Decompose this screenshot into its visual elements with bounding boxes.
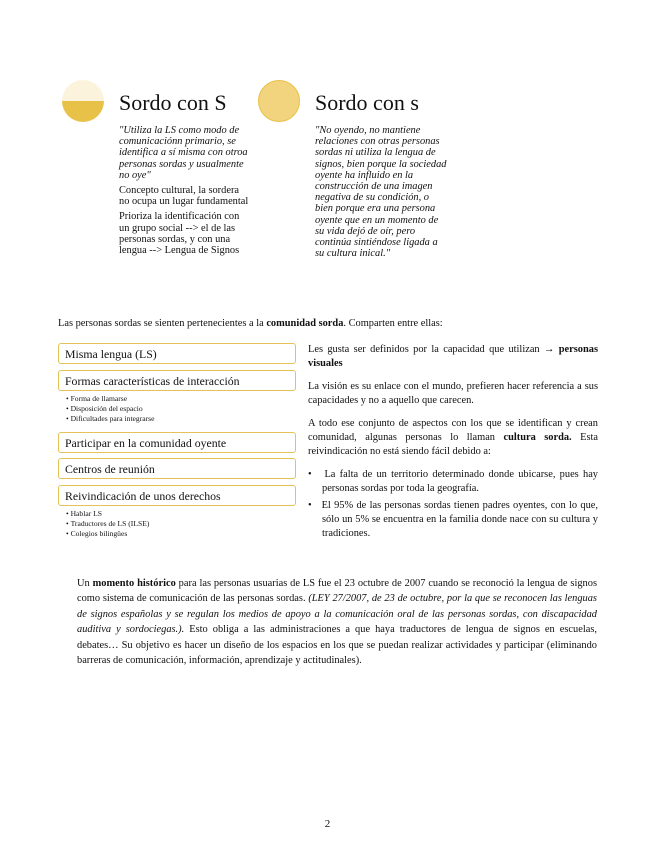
half-circle-icon	[62, 80, 104, 122]
cultura-bold: cultura sorda.	[503, 432, 572, 444]
list-box-reivindicacion: Reivindicación de unos derechos	[58, 485, 296, 506]
list-item: • Dificultades para integrarse	[66, 414, 154, 424]
page-number: 2	[324, 818, 331, 830]
left-card-body	[119, 125, 251, 260]
visual-paragraph: Les gusta ser definidos por la capacidad que utilizan → personas visuales	[308, 344, 598, 370]
intro-line	[58, 318, 443, 329]
visual-bold: personas visuales	[308, 344, 598, 370]
list-box-lengua: Misma lengua (LS)	[58, 343, 296, 364]
left-card-point-2: Prioriza la identificación con un grupo social --> el de las personas sordas, y con una lengua --> Lengua de Signos	[119, 211, 240, 257]
left-card-heading: Sordo con S	[119, 90, 227, 115]
right-card-heading: Sordo con s	[315, 90, 419, 115]
list-item: • Hablar LS	[66, 509, 149, 519]
interaccion-sublist	[66, 394, 154, 424]
right-card-quote: "No oyendo, no mantiene relaciones con otras personas sordas ni utiliza la lengua de signos, bien porque la sociedad oyente ha influido en la construcción de una imagen negativa de su condición, o bien porque era una persona oyente que en un momento de su vida dejó de oír, pero continúa sintiéndose ligada a su cultura inical."	[315, 125, 447, 260]
full-circle-icon	[258, 80, 300, 122]
list-item: • Forma de llamarse	[66, 394, 154, 404]
intro-text-end: . Comparten entre ellas:	[343, 318, 443, 329]
list-box-participar: Participar en la comunidad oyente	[58, 432, 296, 453]
left-card-quote: "Utiliza la LS como modo de comunicaciónn primario, se identifica a sí misma con otroa personas sordas y usualmente no oye"	[119, 125, 248, 181]
left-card-point-1: Concepto cultural, la sordera no ocupa un lugar fundamental	[119, 185, 249, 208]
cultura-paragraph: A todo ese conjunto de aspectos con los que se identifican y crean comunidad, algunas personas lo llaman cultura sorda. Esta reivindicación no está siendo fácil debido a:	[308, 417, 598, 458]
law-citation: (LEY 27/2007, de 23 de octubre, por la que se reconocen las lenguas de signos españolas y se regulan los medios de apoyo a la comunicación oral de las personas sordas, con discapacidad auditiva y sordociegas.).	[77, 593, 597, 636]
vision-paragraph: La visión es su enlace con el mundo, prefieren hacer referencia a sus capacidades y no a aquello que carecen.	[308, 380, 598, 407]
right-card-body	[315, 125, 447, 263]
bottom-paragraph: Un momento histórico para las personas usuarias de LS fue el 23 octubre de 2007 cuando se reconoció la lengua de signos como sistema de comunicación de las personas sordas. (LEY 27/2007, de 23 de octubre, por la que se reconocen las lenguas de signos españolas y se regulan los medios de apoyo a la comunicación oral de las personas sordas, con discapacidad auditiva y sordociegas.). Esto obliga a las administraciones a que haya traductores de lengua de signos en escuelas, debates… Su objetivo es hacer un diseño de los espacios en los que se puedan realizar actividades y participar (eliminando barreras de comunicación, información, aprendizaje y actitudinales).	[77, 578, 597, 667]
list-box-interaccion: Formas características de interacción	[58, 370, 296, 391]
bullet-item: • La falta de un territorio determinado donde ubicarse, pues hay personas sordas por toda la geografía.	[308, 468, 599, 495]
bullet-item: • El 95% de las personas sordas tienen padres oyentes, con lo que, sólo un 5% se encuentra en la familia donde nace con su cultura y tradiciones.	[308, 499, 598, 540]
right-column	[308, 343, 598, 544]
list-item: • Traductores de LS (ILSE)	[66, 519, 149, 529]
reivindicacion-sublist	[66, 509, 149, 539]
intro-bold: comunidad sorda	[266, 318, 344, 329]
list-item: • Disposición del espacio	[66, 404, 154, 414]
momento-bold: momento histórico	[92, 578, 176, 589]
list-box-centros: Centros de reunión	[58, 458, 296, 479]
intro-text: Las personas sordas se sienten pertenecientes a la	[58, 318, 267, 329]
list-item: • Colegios bilingües	[66, 529, 149, 539]
